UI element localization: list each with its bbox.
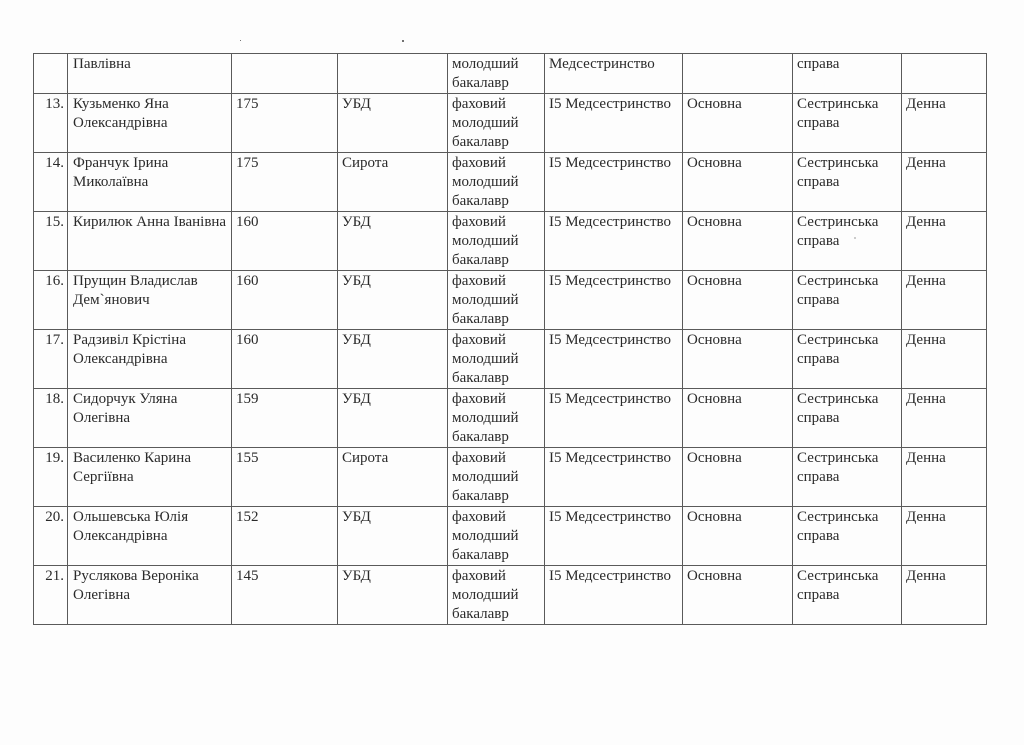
row-number-cell: 13. bbox=[34, 94, 68, 153]
education-level-cell: фаховий молодший бакалавр bbox=[448, 389, 545, 448]
funding-basis-cell: Основна bbox=[683, 448, 793, 507]
table-row bbox=[34, 330, 987, 389]
program-cell: справа bbox=[793, 54, 902, 94]
admissions-table bbox=[33, 53, 987, 625]
funding-basis-cell bbox=[683, 54, 793, 94]
category-cell: УБД bbox=[338, 389, 448, 448]
student-name-cell: Павлівна bbox=[68, 54, 232, 94]
program-cell: Сестринська справа bbox=[793, 212, 902, 271]
row-number-cell: 16. bbox=[34, 271, 68, 330]
table-row bbox=[34, 153, 987, 212]
score-cell bbox=[232, 54, 338, 94]
student-name-cell: Кирилюк Анна Іванівна bbox=[68, 212, 232, 271]
scan-speck bbox=[240, 40, 241, 41]
study-form-cell: Денна bbox=[902, 94, 987, 153]
table-row bbox=[34, 54, 987, 94]
program-cell: Сестринська справа bbox=[793, 507, 902, 566]
specialty-cell: Медсестринство bbox=[545, 54, 683, 94]
specialty-cell: I5 Медсестринство bbox=[545, 389, 683, 448]
student-name-cell: Радзивіл Крістіна Олександрівна bbox=[68, 330, 232, 389]
funding-basis-cell: Основна bbox=[683, 566, 793, 625]
student-name-cell: Сидорчук Уляна Олегівна bbox=[68, 389, 232, 448]
score-cell: 159 bbox=[232, 389, 338, 448]
study-form-cell: Денна bbox=[902, 212, 987, 271]
score-cell: 145 bbox=[232, 566, 338, 625]
specialty-cell: I5 Медсестринство bbox=[545, 153, 683, 212]
study-form-cell: Денна bbox=[902, 389, 987, 448]
table-row bbox=[34, 212, 987, 271]
row-number-cell: 17. bbox=[34, 330, 68, 389]
table-body bbox=[34, 54, 987, 625]
student-name-cell: Василенко Карина Сергіївна bbox=[68, 448, 232, 507]
row-number-cell: 19. bbox=[34, 448, 68, 507]
category-cell: УБД bbox=[338, 271, 448, 330]
row-number-cell: 14. bbox=[34, 153, 68, 212]
row-number-cell bbox=[34, 54, 68, 94]
education-level-cell: фаховий молодший бакалавр bbox=[448, 330, 545, 389]
study-form-cell: Денна bbox=[902, 448, 987, 507]
score-cell: 160 bbox=[232, 271, 338, 330]
student-name-cell: Руслякова Вероніка Олегівна bbox=[68, 566, 232, 625]
specialty-cell: I5 Медсестринство bbox=[545, 212, 683, 271]
category-cell: УБД bbox=[338, 330, 448, 389]
education-level-cell: фаховий молодший бакалавр bbox=[448, 566, 545, 625]
education-level-cell: фаховий молодший бакалавр bbox=[448, 212, 545, 271]
category-cell: Сирота bbox=[338, 448, 448, 507]
category-cell: УБД bbox=[338, 94, 448, 153]
education-level-cell: фаховий молодший бакалавр bbox=[448, 507, 545, 566]
table-row bbox=[34, 271, 987, 330]
row-number-cell: 21. bbox=[34, 566, 68, 625]
student-name-cell: Кузьменко Яна Олександрівна bbox=[68, 94, 232, 153]
row-number-cell: 20. bbox=[34, 507, 68, 566]
score-cell: 160 bbox=[232, 212, 338, 271]
funding-basis-cell: Основна bbox=[683, 507, 793, 566]
category-cell: УБД bbox=[338, 212, 448, 271]
row-number-cell: 18. bbox=[34, 389, 68, 448]
row-number-cell: 15. bbox=[34, 212, 68, 271]
funding-basis-cell: Основна bbox=[683, 389, 793, 448]
study-form-cell: Денна bbox=[902, 507, 987, 566]
specialty-cell: I5 Медсестринство bbox=[545, 94, 683, 153]
funding-basis-cell: Основна bbox=[683, 94, 793, 153]
table-row bbox=[34, 94, 987, 153]
study-form-cell: Денна bbox=[902, 566, 987, 625]
scan-speck bbox=[402, 40, 404, 42]
category-cell: УБД bbox=[338, 566, 448, 625]
program-cell: Сестринська справа bbox=[793, 153, 902, 212]
funding-basis-cell: Основна bbox=[683, 271, 793, 330]
program-cell: Сестринська справа bbox=[793, 330, 902, 389]
funding-basis-cell: Основна bbox=[683, 330, 793, 389]
specialty-cell: I5 Медсестринство bbox=[545, 271, 683, 330]
study-form-cell bbox=[902, 54, 987, 94]
table-row bbox=[34, 448, 987, 507]
student-name-cell: Ольшевська Юлія Олександрівна bbox=[68, 507, 232, 566]
score-cell: 175 bbox=[232, 153, 338, 212]
specialty-cell: I5 Медсестринство bbox=[545, 507, 683, 566]
score-cell: 152 bbox=[232, 507, 338, 566]
score-cell: 175 bbox=[232, 94, 338, 153]
score-cell: 155 bbox=[232, 448, 338, 507]
score-cell: 160 bbox=[232, 330, 338, 389]
student-name-cell: Прущин Владислав Дем`янович bbox=[68, 271, 232, 330]
education-level-cell: фаховий молодший бакалавр bbox=[448, 153, 545, 212]
education-level-cell: фаховий молодший бакалавр bbox=[448, 94, 545, 153]
education-level-cell: фаховий молодший бакалавр bbox=[448, 448, 545, 507]
study-form-cell: Денна bbox=[902, 153, 987, 212]
study-form-cell: Денна bbox=[902, 271, 987, 330]
table-row bbox=[34, 566, 987, 625]
category-cell: Сирота bbox=[338, 153, 448, 212]
specialty-cell: I5 Медсестринство bbox=[545, 330, 683, 389]
program-cell: Сестринська справа bbox=[793, 94, 902, 153]
funding-basis-cell: Основна bbox=[683, 153, 793, 212]
specialty-cell: I5 Медсестринство bbox=[545, 566, 683, 625]
specialty-cell: I5 Медсестринство bbox=[545, 448, 683, 507]
student-name-cell: Франчук Ірина Миколаївна bbox=[68, 153, 232, 212]
program-cell: Сестринська справа bbox=[793, 448, 902, 507]
category-cell: УБД bbox=[338, 507, 448, 566]
education-level-cell: молодший бакалавр bbox=[448, 54, 545, 94]
program-cell: Сестринська справа bbox=[793, 566, 902, 625]
table-row bbox=[34, 389, 987, 448]
program-cell: Сестринська справа bbox=[793, 389, 902, 448]
category-cell bbox=[338, 54, 448, 94]
study-form-cell: Денна bbox=[902, 330, 987, 389]
table-row bbox=[34, 507, 987, 566]
education-level-cell: фаховий молодший бакалавр bbox=[448, 271, 545, 330]
funding-basis-cell: Основна bbox=[683, 212, 793, 271]
program-cell: Сестринська справа bbox=[793, 271, 902, 330]
